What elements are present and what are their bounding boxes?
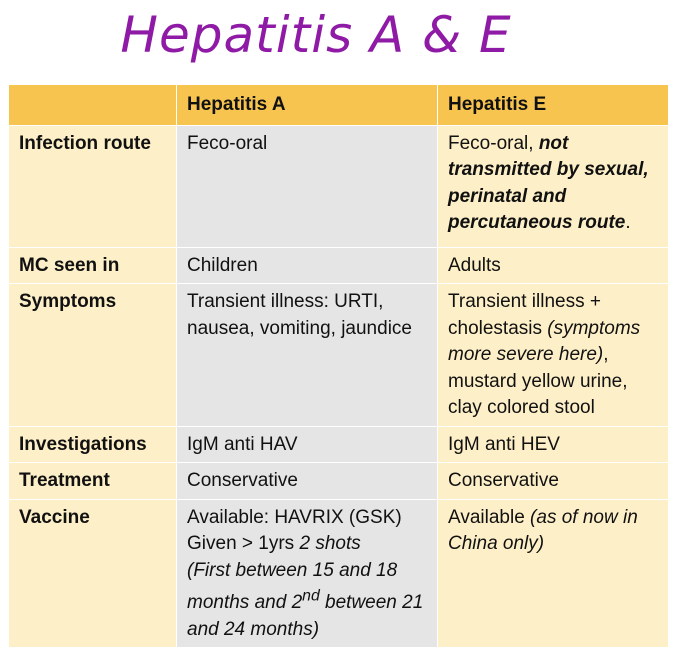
row-label-vaccine: Vaccine	[9, 499, 177, 648]
vaccine-a-line2-prefix: Given > 1yrs	[187, 533, 300, 554]
table-row	[9, 247, 669, 284]
infection-e-prefix: Feco-oral,	[448, 132, 539, 154]
vaccine-e-prefix: Available	[448, 506, 531, 528]
header-row	[9, 85, 669, 126]
symptoms-e-part1: Transient illness + cholestasis	[448, 291, 601, 339]
vaccine-a-note-sup: nd	[302, 588, 320, 605]
cell-mc-e: Adults	[438, 247, 669, 284]
vaccine-a-line2-italic: 2 shots	[299, 533, 361, 554]
vaccine-a-line1: Available: HAVRIX (GSK)	[187, 506, 402, 528]
row-label-treatment: Treatment	[9, 463, 177, 500]
row-label-symptoms: Symptoms	[9, 284, 177, 427]
cell-symptoms-a: Transient illness: URTI, nausea, vomiting, jaundice	[177, 284, 438, 427]
cell-infection-a: Feco-oral	[177, 125, 438, 247]
table-row	[9, 426, 669, 463]
hepatitis-comparison-table	[8, 84, 669, 648]
header-hepatitis-e: Hepatitis E	[438, 85, 669, 126]
vaccine-a-note-part2: between 21 and 24 months)	[187, 592, 424, 640]
cell-treatment-e: Conservative	[438, 463, 669, 500]
row-label-mc-seen-in: MC seen in	[9, 247, 177, 284]
table-row	[9, 284, 669, 427]
row-label-investigations: Investigations	[9, 426, 177, 463]
cell-investigations-e: IgM anti HEV	[438, 426, 669, 463]
table-row	[9, 499, 669, 648]
cell-symptoms-e	[438, 284, 669, 427]
cell-vaccine-e	[438, 499, 669, 648]
infection-e-emphasis: not transmitted by sexual, perinatal and percutaneous route	[448, 132, 649, 233]
vaccine-e-italic: (as of now in China only)	[448, 506, 638, 554]
cell-mc-a: Children	[177, 247, 438, 284]
vaccine-a-note	[187, 560, 423, 640]
table-row	[9, 125, 669, 247]
symptoms-e-italic: (symptoms more severe here)	[448, 317, 641, 365]
vaccine-a-note-part1: (First between 15 and 18 months and 2	[187, 559, 398, 614]
cell-infection-e	[438, 125, 669, 247]
table-row	[9, 463, 669, 500]
infection-e-suffix: .	[625, 212, 631, 233]
page-title: Hepatitis A & E	[120, 6, 512, 64]
row-label-infection-route: Infection route	[9, 125, 177, 247]
cell-investigations-a: IgM anti HAV	[177, 426, 438, 463]
header-hepatitis-a: Hepatitis A	[177, 85, 438, 126]
header-blank	[9, 85, 177, 126]
cell-vaccine-a	[177, 499, 438, 648]
cell-treatment-a: Conservative	[177, 463, 438, 500]
symptoms-e-part2: , mustard yellow urine, clay colored stool	[448, 344, 628, 418]
